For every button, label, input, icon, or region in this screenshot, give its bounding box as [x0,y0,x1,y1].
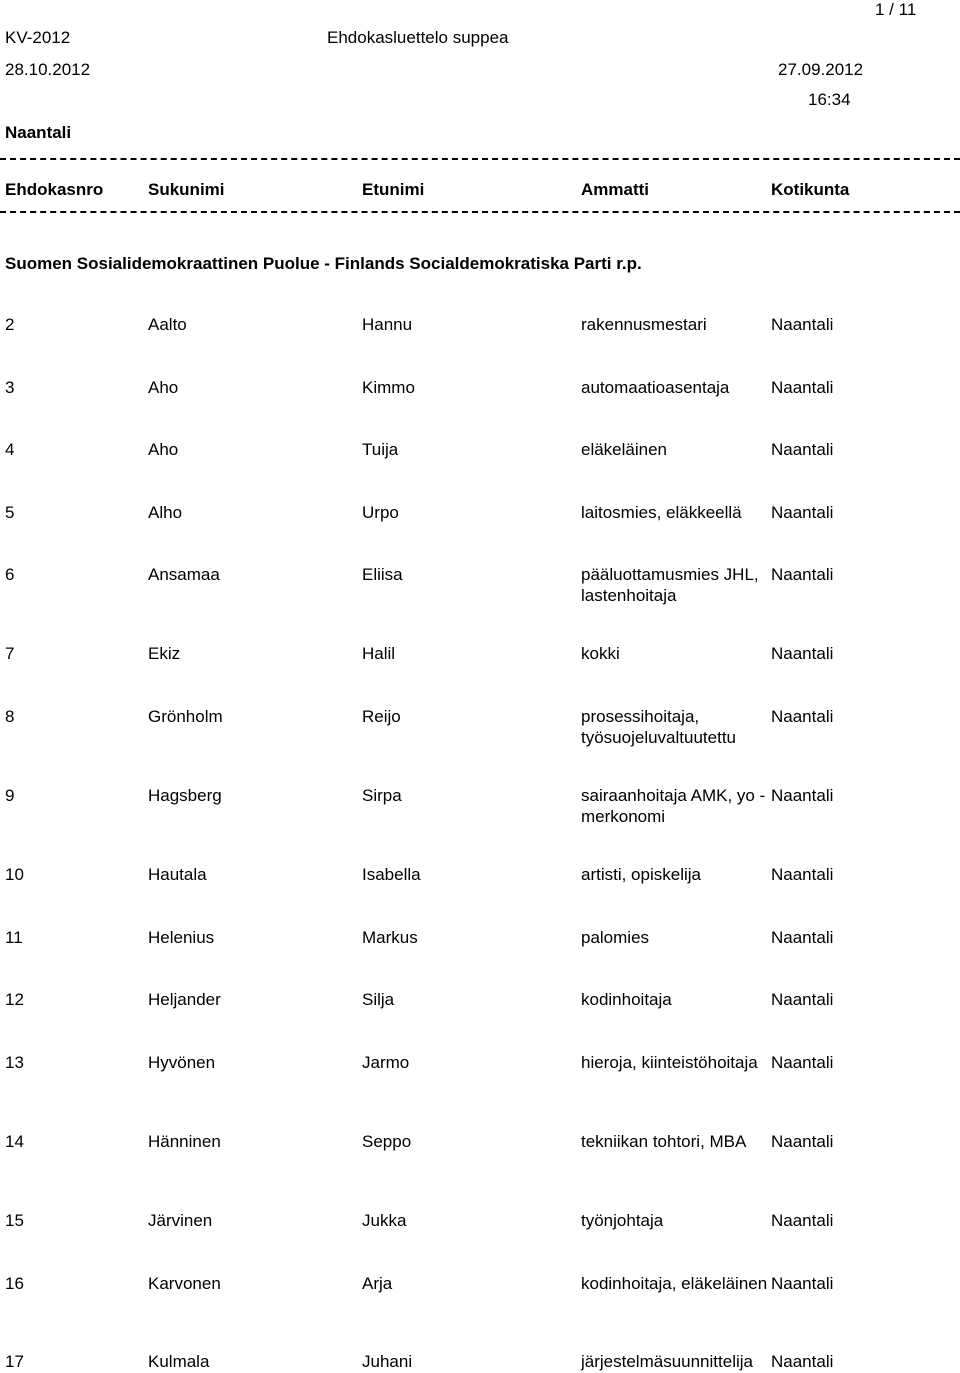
candidate-firstname: Jukka [362,1211,407,1230]
candidate-municipality: Naantali [771,1352,834,1371]
table-row [0,1052,960,1096]
election-name: KV-2012 [5,28,71,47]
candidate-firstname: Jarmo [362,1053,410,1072]
candidate-occupation: pääluottamusmies JHL, lastenhoitaja [581,565,759,605]
candidate-surname: Helenius [148,928,215,947]
table-row [0,785,960,829]
candidate-number: 16 [5,1274,24,1293]
candidate-number: 10 [5,865,24,884]
table-row [0,564,960,608]
candidate-occupation: kodinhoitaja, eläkeläinen [581,1274,768,1293]
candidate-firstname: Kimmo [362,378,415,397]
candidate-occupation: kodinhoitaja [581,990,672,1009]
table-row [0,989,960,1033]
candidate-surname: Hyvönen [148,1053,216,1072]
column-header-nro: Ehdokasnro [5,180,104,199]
table-row [0,314,960,358]
candidate-firstname: Tuija [362,440,399,459]
candidate-firstname: Eliisa [362,565,403,584]
candidate-number: 2 [5,315,15,334]
candidate-number: 8 [5,707,15,726]
candidate-firstname: Juhani [362,1352,413,1371]
candidate-number: 14 [5,1132,24,1151]
candidate-firstname: Sirpa [362,786,402,805]
print-date: 27.09.2012 [778,60,864,79]
candidate-firstname: Hannu [362,315,413,334]
candidate-surname: Hautala [148,865,207,884]
report-title: Ehdokasluettelo suppea [327,28,509,47]
candidate-occupation: automaatioasentaja [581,378,730,397]
candidate-municipality: Naantali [771,786,834,805]
candidate-occupation: hieroja, kiinteistöhoitaja [581,1053,758,1072]
candidate-municipality: Naantali [771,928,834,947]
candidate-firstname: Reijo [362,707,401,726]
candidate-surname: Järvinen [148,1211,213,1230]
candidate-number: 11 [5,928,23,947]
candidate-surname: Ansamaa [148,565,220,584]
candidate-surname: Kulmala [148,1352,210,1371]
candidate-number: 12 [5,990,24,1009]
candidate-firstname: Markus [362,928,418,947]
candidate-occupation: työnjohtaja [581,1211,664,1230]
candidate-surname: Heljander [148,990,221,1009]
table-row [0,377,960,421]
candidate-surname: Hagsberg [148,786,222,805]
table-row [0,1210,960,1254]
candidate-municipality: Naantali [771,565,834,584]
candidate-occupation: palomies [581,928,650,947]
candidate-firstname: Silja [362,990,395,1009]
election-date: 28.10.2012 [5,60,91,79]
candidate-number: 5 [5,503,15,522]
candidate-municipality: Naantali [771,707,834,726]
candidate-occupation: eläkeläinen [581,440,668,459]
candidate-occupation: artisti, opiskelija [581,865,701,884]
column-header-kotikunta: Kotikunta [771,180,850,199]
candidate-surname: Hänninen [148,1132,221,1151]
table-row [0,1131,960,1175]
print-time: 16:34 [808,90,851,109]
candidate-occupation: rakennusmestari [581,315,707,334]
candidate-surname: Aho [148,440,179,459]
candidate-municipality: Naantali [771,990,834,1009]
candidate-surname: Aalto [148,315,187,334]
header-divider-bottom [0,211,960,213]
table-row [0,927,960,971]
candidate-number: 4 [5,440,15,459]
candidate-municipality: Naantali [771,378,834,397]
candidate-municipality: Naantali [771,1274,834,1293]
candidate-municipality: Naantali [771,1053,834,1072]
candidate-number: 3 [5,378,15,397]
candidate-number: 17 [5,1352,24,1371]
table-row [0,1273,960,1317]
candidate-municipality: Naantali [771,1132,834,1151]
table-row [0,502,960,546]
party-heading: Suomen Sosialidemokraattinen Puolue - Finlands Socialdemokratiska Parti r.p. [5,254,642,273]
table-row [0,643,960,687]
table-row [0,1351,960,1373]
candidate-number: 9 [5,786,15,805]
candidate-municipality: Naantali [771,1211,834,1230]
candidate-occupation: järjestelmäsuunnittelija [581,1352,753,1371]
municipality-title: Naantali [5,123,72,142]
candidate-surname: Alho [148,503,183,522]
candidate-firstname: Arja [362,1274,393,1293]
page-indicator: 1 / 11 [875,0,917,19]
candidate-firstname: Isabella [362,865,421,884]
candidate-municipality: Naantali [771,315,834,334]
candidate-number: 7 [5,644,15,663]
column-header-ammatti: Ammatti [581,180,650,199]
candidate-surname: Ekiz [148,644,181,663]
column-header-etunimi: Etunimi [362,180,425,199]
candidate-municipality: Naantali [771,503,834,522]
candidate-surname: Grönholm [148,707,223,726]
candidate-occupation: tekniikan tohtori, MBA [581,1132,747,1151]
table-row [0,706,960,750]
candidate-occupation: sairaanhoitaja AMK, yo -merkonomi [581,786,766,826]
header-divider-top [0,158,960,160]
candidate-number: 13 [5,1053,24,1072]
candidate-municipality: Naantali [771,644,834,663]
candidate-occupation: kokki [581,644,620,663]
candidate-firstname: Seppo [362,1132,412,1151]
candidate-surname: Aho [148,378,179,397]
candidate-surname: Karvonen [148,1274,221,1293]
column-header-sukunimi: Sukunimi [148,180,225,199]
candidate-firstname: Halil [362,644,396,663]
table-row [0,864,960,908]
candidate-number: 15 [5,1211,24,1230]
candidate-firstname: Urpo [362,503,399,522]
candidate-occupation: laitosmies, eläkkeellä [581,503,742,522]
candidate-municipality: Naantali [771,440,834,459]
table-row [0,439,960,483]
candidate-number: 6 [5,565,15,584]
candidate-occupation: prosessihoitaja, työsuojeluvaltuutettu [581,707,736,747]
candidate-municipality: Naantali [771,865,834,884]
